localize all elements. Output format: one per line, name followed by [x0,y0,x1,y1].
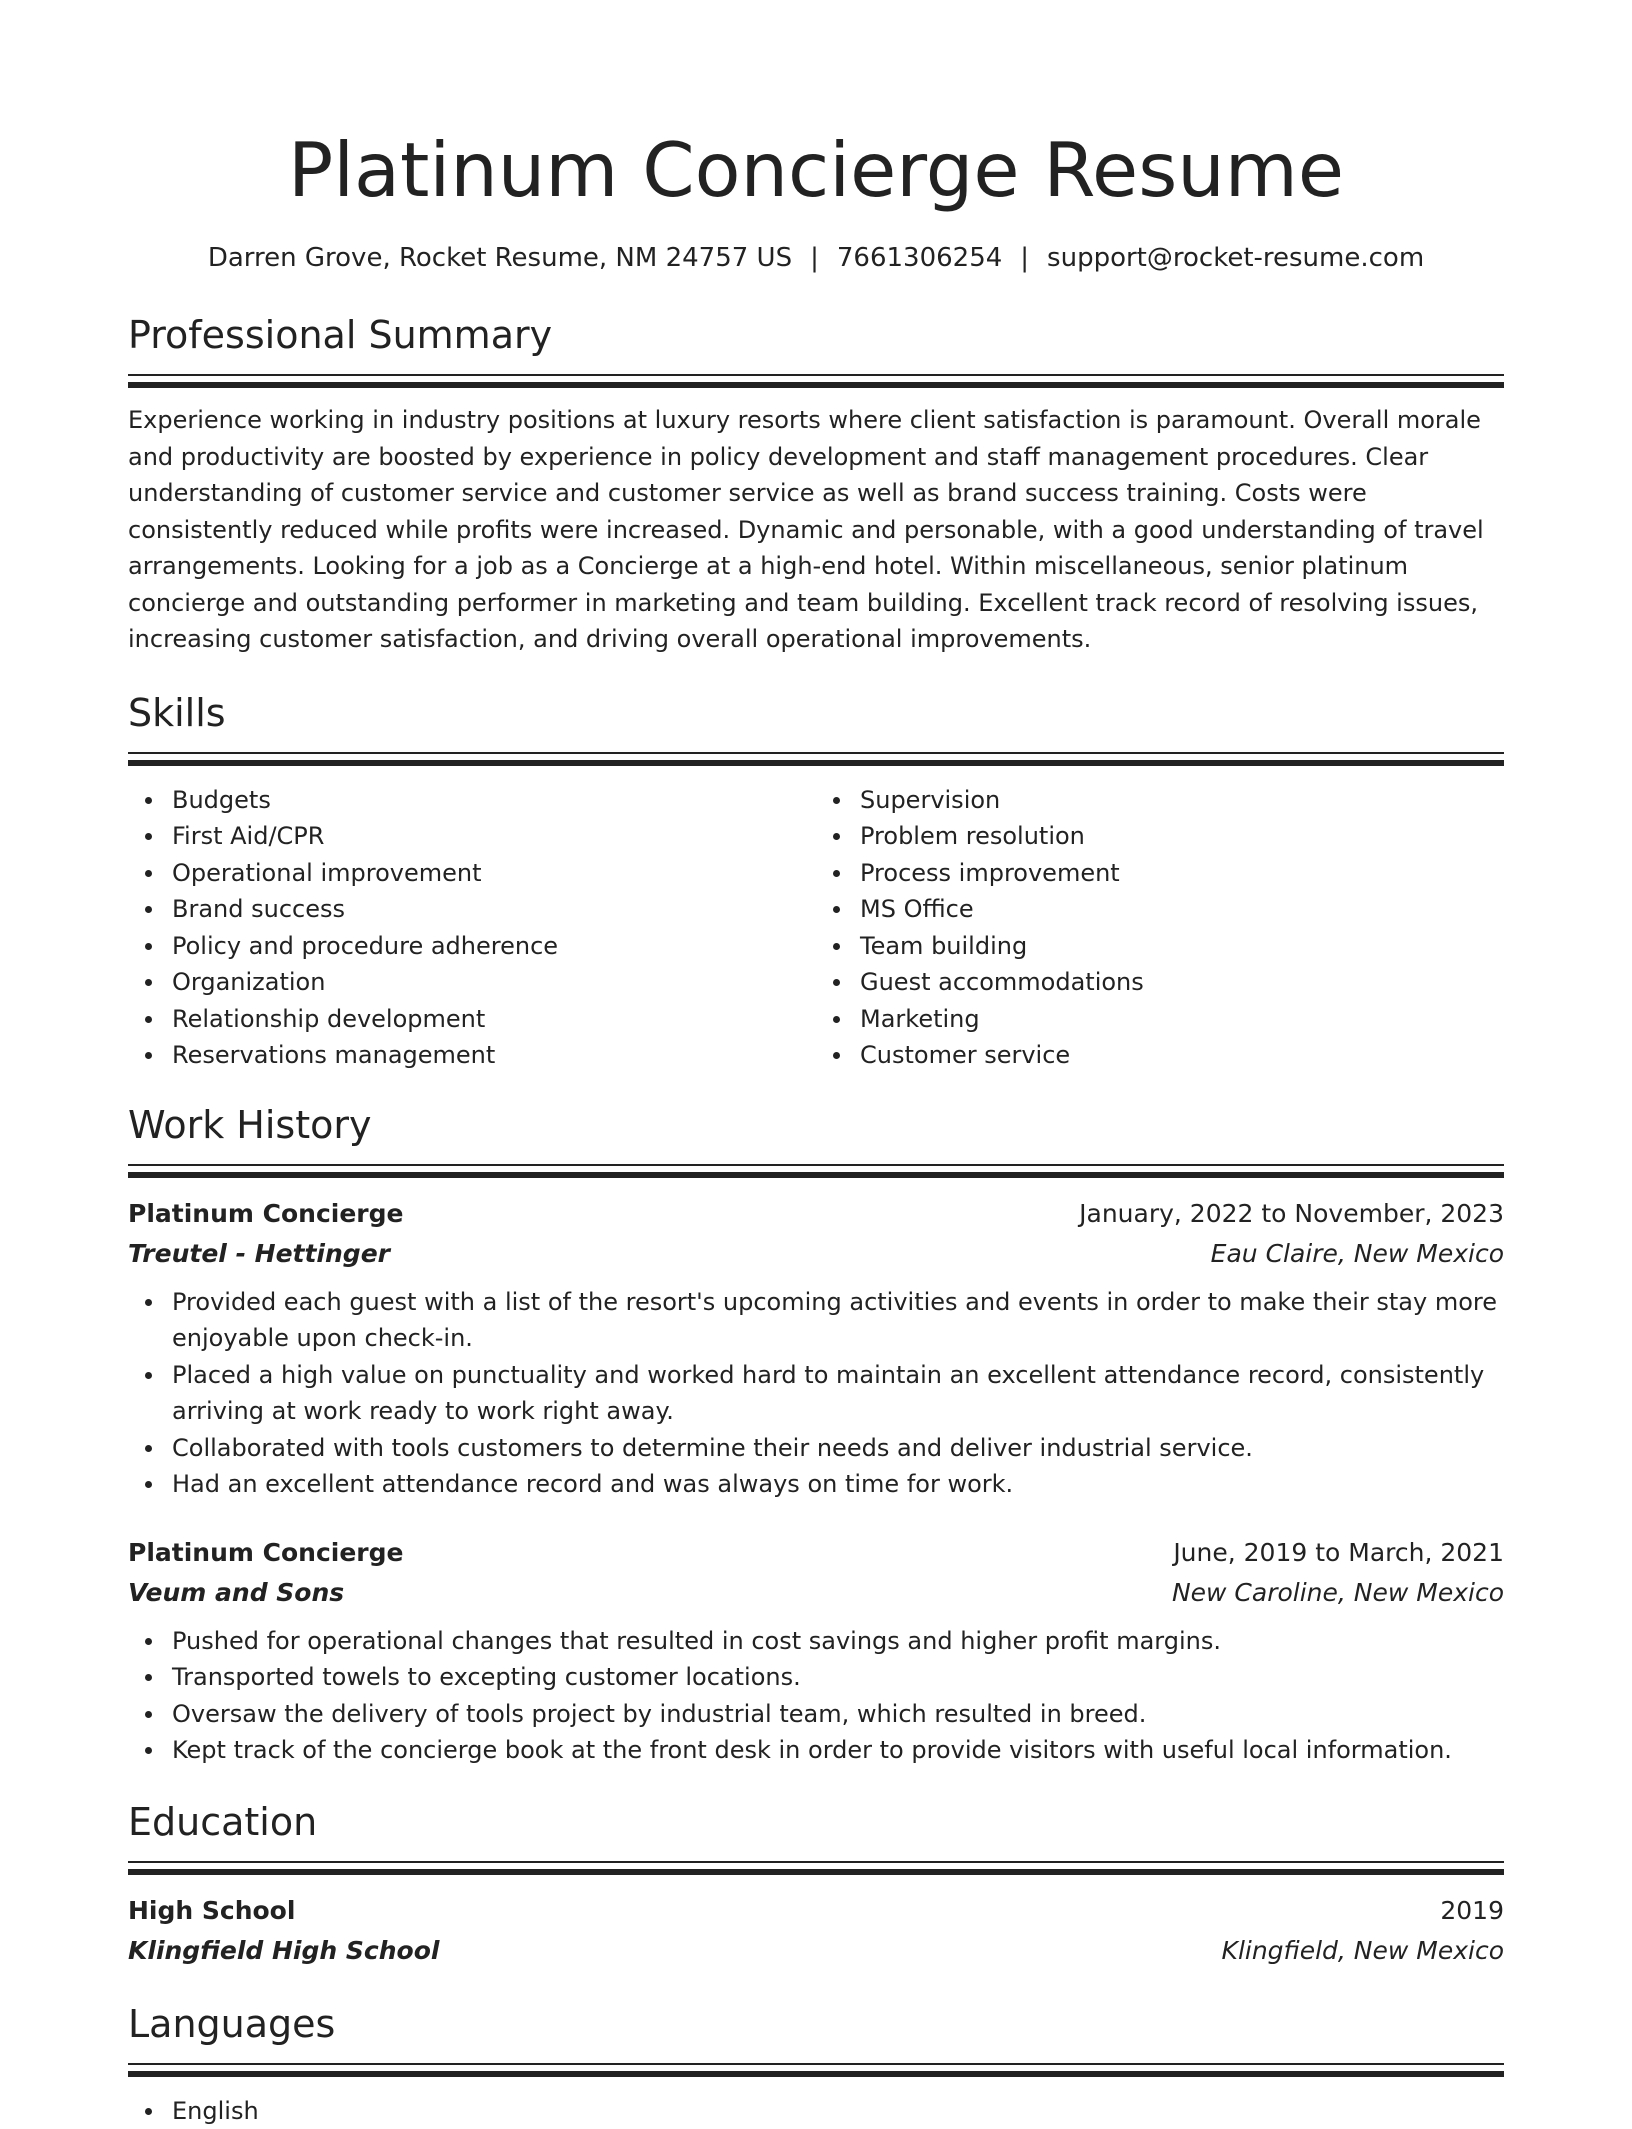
skills-section [128,688,1504,1074]
education-degree: High School [128,1891,295,1931]
skill-item: Customer service [860,1037,1504,1074]
section-divider [128,1861,1504,1875]
skill-item: Budgets [172,782,816,819]
summary-text: Experience working in industry positions at luxury resorts where client satisfaction is paramount. Overall morale and productivity are boosted by experience in policy development and staff management procedures. Clear understanding of customer service and customer service as well as brand success training. Costs were consistently reduced while profits were increased. Dynamic and personable, with a good understanding of travel arrangements. Looking for a job as a Concierge at a high-end hotel. Within miscellaneous, senior platinum concierge and outstanding performer in marketing and team building. Excellent track record of resolving issues, increasing customer satisfaction, and driving overall operational improvements. [128,402,1504,658]
education-header-row [128,1891,1504,1931]
job-bullet: Collaborated with tools customers to determine their needs and deliver industrial service. [172,1430,1504,1467]
skill-item: Organization [172,964,816,1001]
skill-item: Operational improvement [172,855,816,892]
skill-item: MS Office [860,891,1504,928]
job-title: Platinum Concierge [128,1194,403,1234]
contact-separator: | [1020,240,1029,276]
summary-heading: Professional Summary [128,310,1504,360]
job-title: Platinum Concierge [128,1533,403,1573]
job-bullets [128,1623,1504,1769]
work-history-heading: Work History [128,1100,1504,1150]
skills-columns [128,782,1504,1074]
job-bullet: Pushed for operational changes that resulted in cost savings and higher profit margins. [172,1623,1504,1660]
education-location: Klingfield, New Mexico [1222,1931,1504,1971]
skill-item: Marketing [860,1001,1504,1038]
section-divider [128,1164,1504,1178]
job-bullet: Had an excellent attendance record and was always on time for work. [172,1466,1504,1503]
section-divider [128,752,1504,766]
job-dates: January, 2022 to November, 2023 [1079,1194,1504,1234]
skills-right-column [816,782,1504,1074]
languages-heading: Languages [128,1999,1504,2049]
work-history-section [128,1100,1504,1769]
skills-left-column [128,782,816,1074]
job-company: Treutel - Hettinger [128,1234,390,1274]
job-bullet: Kept track of the concierge book at the front desk in order to provide visitors with useful local information. [172,1732,1504,1769]
skill-item: Team building [860,928,1504,965]
skill-item: Brand success [172,891,816,928]
job-entry [128,1533,1504,1769]
job-company-row [128,1573,1504,1613]
job-bullet: Transported towels to excepting customer locations. [172,1659,1504,1696]
job-dates: June, 2019 to March, 2021 [1173,1533,1504,1573]
contact-phone: 7661306254 [837,243,1002,273]
skill-item: First Aid/CPR [172,818,816,855]
languages-section [128,1999,1504,2129]
contact-separator: | [810,240,819,276]
job-bullet: Placed a high value on punctuality and worked hard to maintain an excellent attendance record, consistently arriving at work ready to work right away. [172,1357,1504,1430]
education-school: Klingfield High School [128,1931,439,1971]
summary-section [128,310,1504,658]
education-heading: Education [128,1797,1504,1847]
job-location: New Caroline, New Mexico [1172,1573,1504,1613]
job-location: Eau Claire, New Mexico [1211,1234,1504,1274]
job-company-row [128,1234,1504,1274]
skill-item: Guest accommodations [860,964,1504,1001]
job-entry [128,1194,1504,1503]
resume-page [128,0,1504,2129]
contact-line [128,240,1504,276]
job-header-row [128,1533,1504,1573]
education-year: 2019 [1440,1891,1504,1931]
resume-title: Platinum Concierge Resume [128,120,1504,220]
skill-item: Policy and procedure adherence [172,928,816,965]
skills-heading: Skills [128,688,1504,738]
section-divider [128,374,1504,388]
skill-item: Reservations management [172,1037,816,1074]
education-entry [128,1891,1504,1971]
section-divider [128,2063,1504,2077]
education-section [128,1797,1504,1971]
job-bullets [128,1284,1504,1503]
skill-item: Problem resolution [860,818,1504,855]
job-bullet: Provided each guest with a list of the resort's upcoming activities and events in order to make their stay more enjoyable upon check-in. [172,1284,1504,1357]
language-item: English [172,2093,1504,2129]
contact-email: support@rocket-resume.com [1047,243,1424,273]
education-school-row [128,1931,1504,1971]
skill-item: Relationship development [172,1001,816,1038]
job-header-row [128,1194,1504,1234]
languages-list [128,2093,1504,2129]
job-bullet: Oversaw the delivery of tools project by industrial team, which resulted in breed. [172,1696,1504,1733]
skill-item: Supervision [860,782,1504,819]
job-company: Veum and Sons [128,1573,344,1613]
skill-item: Process improvement [860,855,1504,892]
contact-address: Darren Grove, Rocket Resume, NM 24757 US [208,243,792,273]
